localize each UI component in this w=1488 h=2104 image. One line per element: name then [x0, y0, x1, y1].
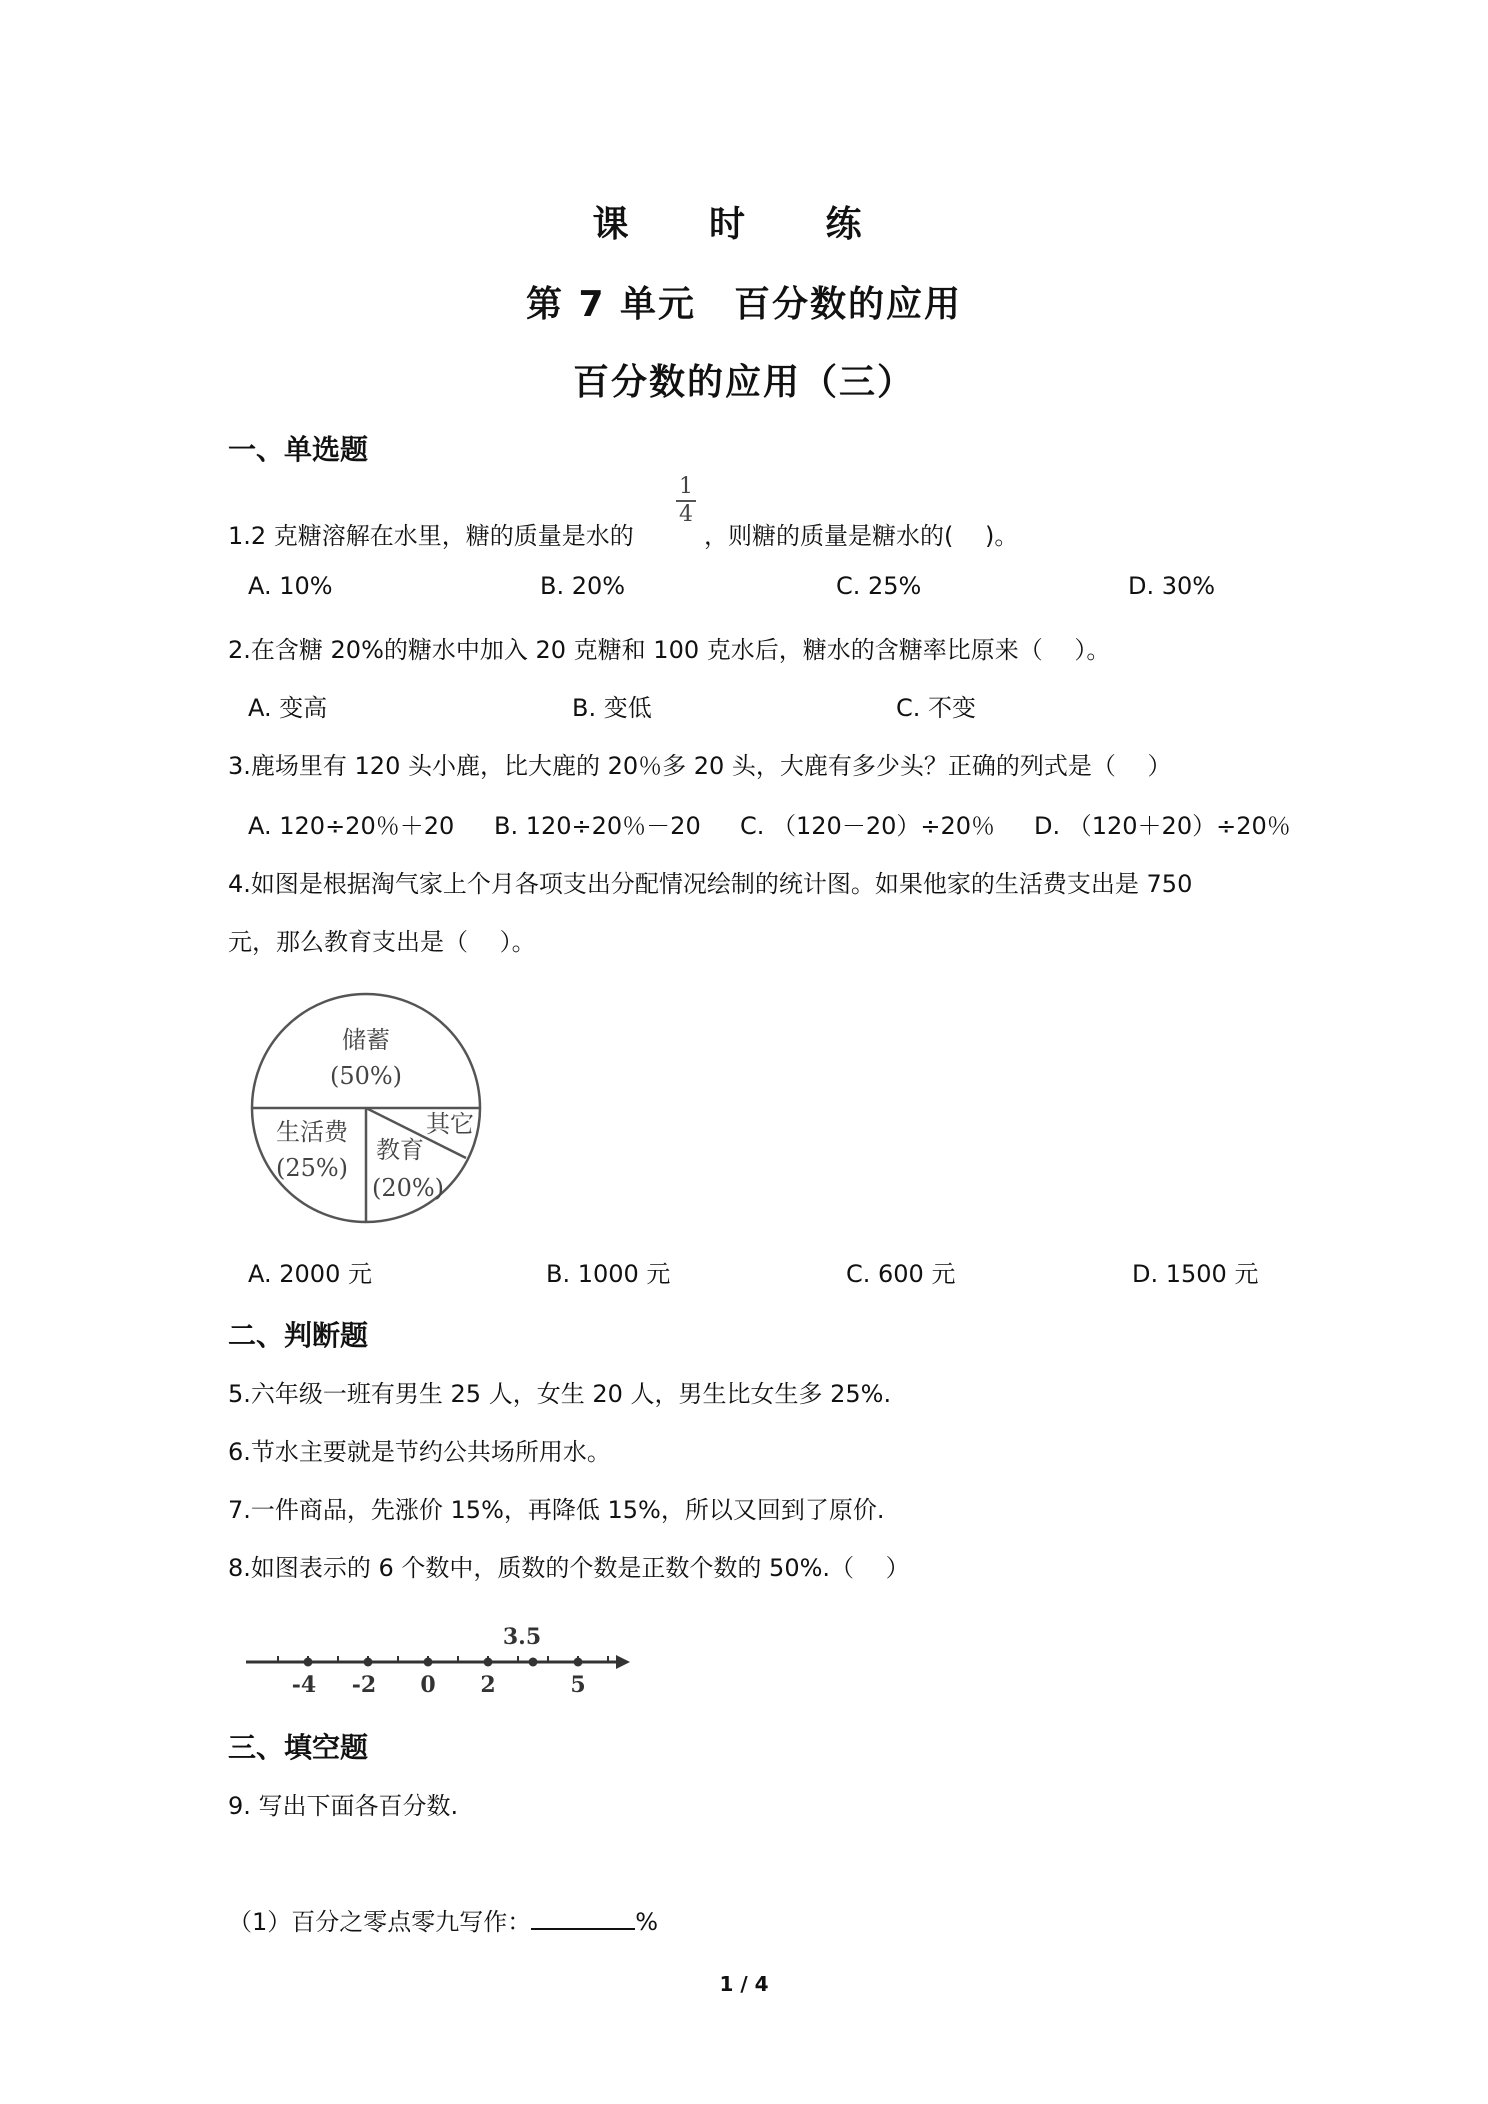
question-1-text-after: ，则糖的质量是糖水的( )。 — [704, 522, 1019, 550]
point-minus-4 — [304, 1658, 313, 1667]
page-number: 1 / 4 — [719, 1972, 769, 1996]
q4-option-d[interactable]: D. 1500 元 — [1132, 1260, 1259, 1288]
label-5: 5 — [570, 1672, 586, 1698]
expense-pie-chart — [248, 990, 484, 1226]
label-minus-4: -4 — [291, 1672, 317, 1698]
label-0: 0 — [420, 1672, 436, 1698]
label-2: 2 — [480, 1672, 496, 1698]
question-9-1 — [228, 1902, 658, 1937]
point-3-5 — [529, 1658, 538, 1667]
question-9-text: 9. 写出下面各百分数. — [228, 1792, 459, 1820]
section-single-choice: 一、单选题 — [228, 433, 369, 466]
q3-option-d[interactable]: D. （120＋20）÷20％ — [1034, 812, 1291, 840]
q2-option-a[interactable]: A. 变高 — [248, 694, 328, 722]
pie-label-savings: 储蓄 — [342, 1026, 390, 1054]
fraction-denominator: 4 — [679, 502, 693, 527]
q1-option-c[interactable]: C. 25% — [836, 572, 922, 600]
pie-label-living: 生活费 — [276, 1118, 348, 1146]
point-0 — [424, 1658, 433, 1667]
question-7-text: 7.一件商品，先涨价 15%，再降低 15%，所以又回到了原价. — [228, 1496, 885, 1524]
question-8-text: 8.如图表示的 6 个数中，质数的个数是正数个数的 50%.（ ） — [228, 1554, 910, 1582]
question-1-text-before: 1.2 克糖溶解在水里，糖的质量是水的 — [228, 522, 634, 550]
question-6-text: 6.节水主要就是节约公共场所用水。 — [228, 1438, 611, 1466]
question-4-line-2: 元，那么教育支出是（ ）。 — [228, 928, 536, 956]
pie-pct-living: (25%) — [275, 1154, 349, 1182]
fraction-one-quarter — [674, 474, 698, 528]
question-9-1-suffix: % — [635, 1908, 659, 1936]
pie-pct-education: (20%) — [371, 1174, 445, 1202]
label-3-5: 3.5 — [502, 1624, 542, 1650]
point-minus-2 — [364, 1658, 373, 1667]
section-fill-blank: 三、填空题 — [228, 1731, 369, 1764]
section-true-false: 二、判断题 — [228, 1319, 369, 1352]
number-line-arrow-icon — [616, 1655, 630, 1669]
answer-blank[interactable] — [531, 1906, 635, 1930]
q4-option-b[interactable]: B. 1000 元 — [546, 1260, 671, 1288]
pie-label-other: 其它 — [426, 1110, 474, 1138]
q2-option-b[interactable]: B. 变低 — [572, 694, 652, 722]
q1-option-b[interactable]: B. 20% — [540, 572, 626, 600]
number-line-svg — [244, 1618, 634, 1700]
q3-option-c[interactable]: C. （120－20）÷20％ — [740, 812, 996, 840]
worksheet-title: 课 时 练 — [592, 204, 896, 245]
question-4-line-1: 4.如图是根据淘气家上个月各项支出分配情况绘制的统计图。如果他家的生活费支出是 750 — [228, 870, 1193, 898]
q2-option-c[interactable]: C. 不变 — [896, 694, 977, 722]
question-9-1-prefix: （1）百分之零点零九写作： — [228, 1908, 532, 1936]
question-3-text: 3.鹿场里有 120 头小鹿，比大鹿的 20％多 20 头，大鹿有多少头？正确的列式是（ ） — [228, 752, 1172, 780]
q3-option-b[interactable]: B. 120÷20％－20 — [494, 812, 701, 840]
point-5 — [574, 1658, 583, 1667]
label-minus-2: -2 — [351, 1672, 377, 1698]
question-2-text: 2.在含糖 20%的糖水中加入 20 克糖和 100 克水后，糖水的含糖率比原来（ ）。 — [228, 636, 1111, 664]
q3-option-a[interactable]: A. 120÷20％＋20 — [248, 812, 455, 840]
q4-option-c[interactable]: C. 600 元 — [846, 1260, 956, 1288]
fraction-numerator: 1 — [679, 474, 693, 499]
point-2 — [484, 1658, 493, 1667]
q4-option-a[interactable]: A. 2000 元 — [248, 1260, 372, 1288]
pie-label-education: 教育 — [376, 1136, 424, 1164]
unit-title: 第 7 单元 百分数的应用 — [525, 284, 963, 325]
q1-option-d[interactable]: D. 30% — [1128, 572, 1216, 600]
number-line-figure — [244, 1618, 634, 1700]
question-5-text: 5.六年级一班有男生 25 人，女生 20 人，男生比女生多 25%. — [228, 1380, 892, 1408]
lesson-title: 百分数的应用（三） — [572, 362, 915, 403]
pie-pct-savings: (50%) — [329, 1062, 403, 1090]
q1-option-a[interactable]: A. 10% — [248, 572, 333, 600]
pie-svg — [248, 990, 484, 1226]
